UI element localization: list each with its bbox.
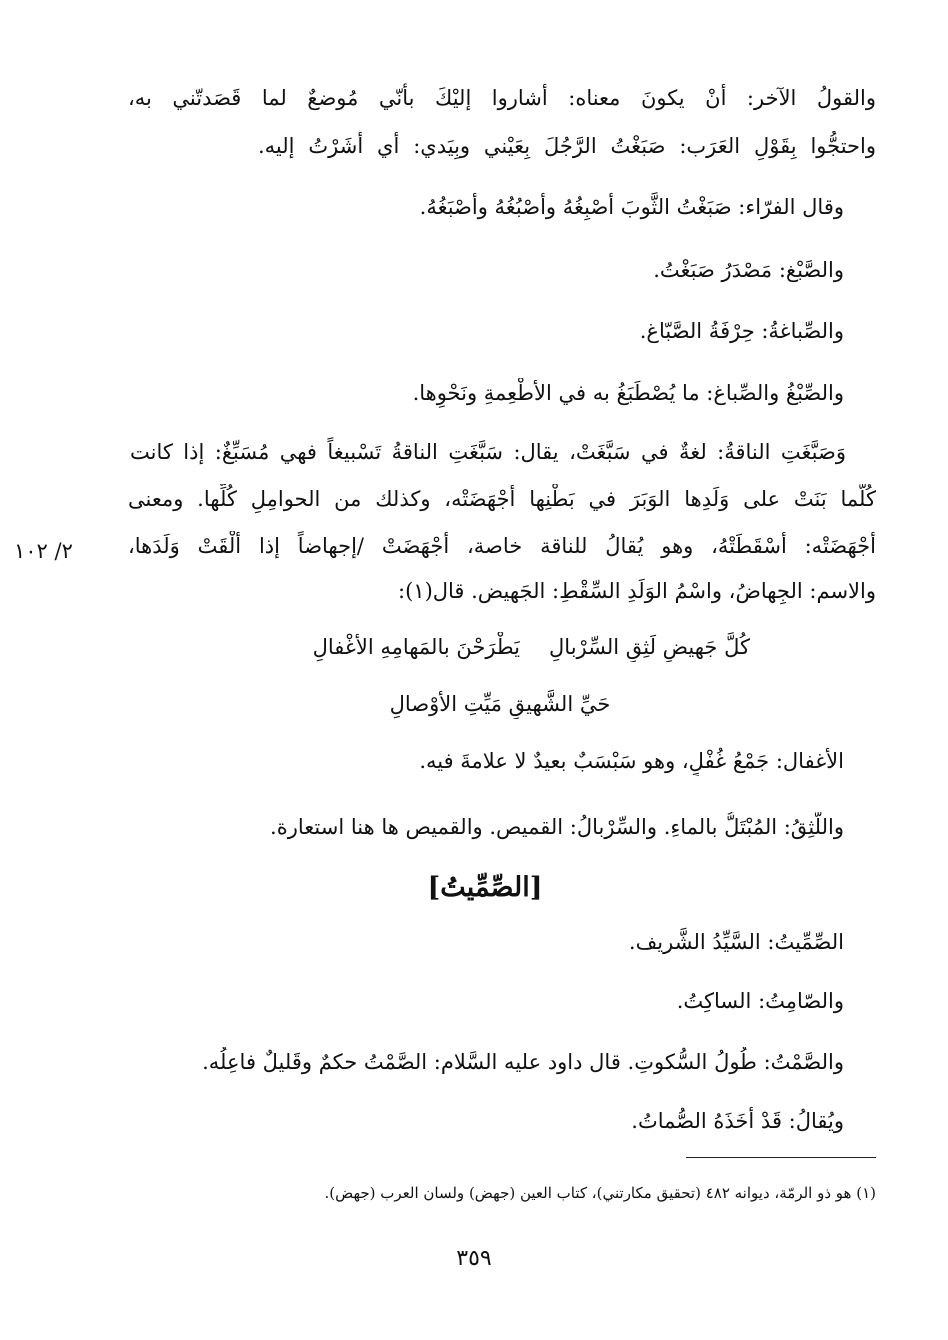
text-line: الأغفال: جَمْعُ غُفْلٍ، وهو سَبْسَبٌ بعيدٌ لا علامةَ فيه.: [419, 749, 844, 773]
verse-line-2: حَيِّ الشَّهيقِ مَيِّتِ الأوْصالِ: [389, 692, 611, 716]
text-line: وَصَبَّغَتِ الناقةُ: لغةٌ في سَبَّغَتْ، يقال: سَبَّغَتِ الناقةُ تَسْبيغاً فهي مُسَبِّغٌ: إذا كانت: [130, 440, 846, 464]
text-line: والقولُ الآخر: أنْ يكونَ معناه: أشاروا إليْكَ بأنّي مُوضعٌ لما قَصَدتّني به،: [128, 86, 876, 110]
text-line: وقال الفرّاء: صَبَغْتُ الثَّوبَ أصْبِغُهُ وأصْبُغُهُ وأصْبَغُهُ.: [419, 195, 844, 219]
text-line: الصِّمِّيتُ: السَّيِّدُ الشَّريف.: [628, 930, 844, 954]
text-line: والصّامِتُ: الساكِتُ.: [676, 989, 844, 1013]
text-line: كُلَّما بَنَتْ على وَلَدِها الوَبَرَ في بَطْنِها أجْهَضَتْه، وكذلك من الحوامِلِ كُلِّها. ومعنى: [128, 487, 876, 511]
text-line: والصِّبْغُ والصِّباغ: ما يُصْطَبَغُ به في الأطْعِمةِ ونَحْوِها.: [412, 381, 844, 405]
text-line: والاسم: الجِهاضُ، واسْمُ الوَلَدِ السِّقْطِ: الجَهيض. قال(١):: [398, 579, 876, 603]
text-line: ويُقالُ: قَدْ أخَذَهُ الصُّماتُ.: [631, 1109, 844, 1133]
text-line: واللَّثِقُ: المُبْتَلُّ بالماءِ. والسِّرْبالُ: القميص. والقميص ها هنا استعارة.: [270, 815, 844, 839]
text-line: والصَّمْتُ: طُولُ السُّكوتِ. قال داود عليه السَّلام: الصَّمْتُ حكمٌ وقَليلٌ فاعِلُه.: [202, 1050, 844, 1074]
footnote-separator: [686, 1157, 876, 1158]
margin-reference: ٢/ ١٠٢: [14, 539, 73, 563]
text-line: واحتجُّوا بِقَوْلِ العَرَب: صَبَغْتُ الرَّجُلَ بِعَيْني وبِيَدي: أي أشَرْتُ إليه.: [258, 134, 876, 158]
verse-hemistich-2: كُلَّ جَهيضٍ لَثِقِ السِّرْبالِ: [549, 635, 750, 659]
entry-heading: [الصِّمِّيتُ]: [427, 872, 543, 903]
page-number: ٣٥٩: [456, 1246, 492, 1271]
text-line: أجْهَضَتْه: أسْقَطَتْهُ، وهو يُقالُ للناقة خاصة، أجْهَضَتْ /إجهاضاً إذا ألْقَتْ وَلَدَها،: [128, 534, 876, 558]
footnote: (١) هو ذو الرمّة، ديوانه ٤٨٢ (تحقيق مكارتني)، كتاب العين (جهض) ولسان العرب (جهض).: [324, 1184, 876, 1202]
text-line: والصَّبْغ: مَصْدَرُ صَبَغْتُ.: [653, 258, 844, 282]
text-line: والصِّباغةُ: حِرْفَةُ الصَّبّاغ.: [639, 319, 844, 343]
verse-hemistich-1: يَطْرَحْنَ بالمَهامِهِ الأغْفالِ: [312, 635, 520, 659]
